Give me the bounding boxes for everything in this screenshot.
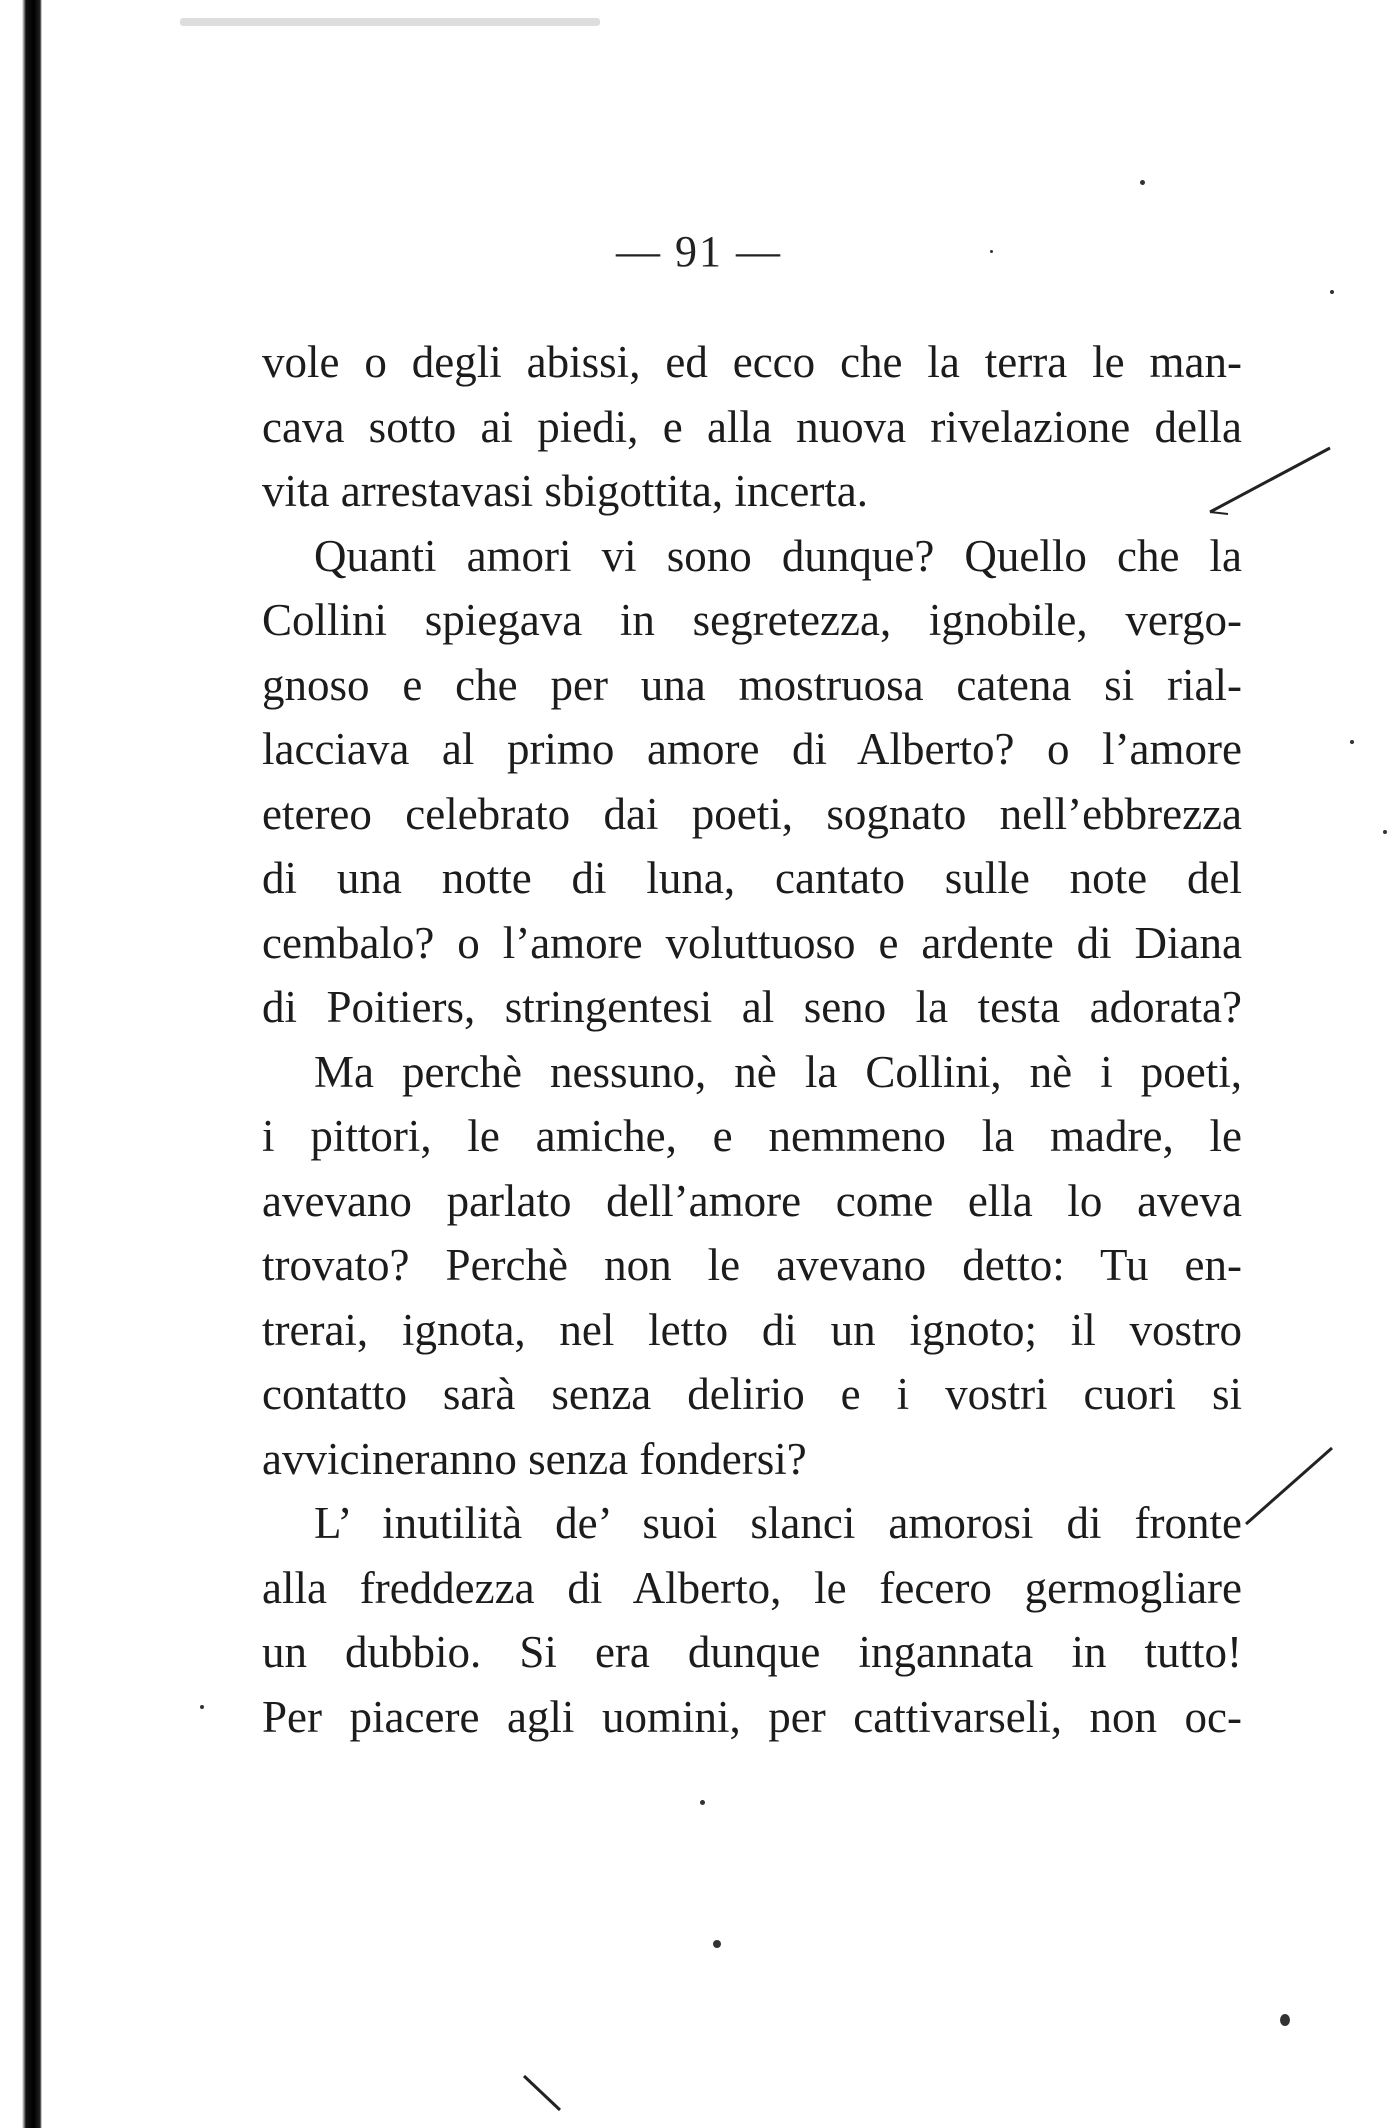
paper-speck bbox=[700, 1800, 705, 1805]
text-line: L’ inutilità de’ suoi slanci amorosi di fronte bbox=[314, 1498, 1242, 1548]
text-line: di una notte di luna, cantato sulle note del bbox=[262, 853, 1242, 903]
text-line: avevano parlato dell’amore come ella lo aveva bbox=[262, 1175, 1242, 1226]
text-line: trovato? Perchè non le avevano detto: Tu en- bbox=[262, 1240, 1242, 1290]
text-line: contatto sarà senza delirio e i vostri cuori si bbox=[262, 1369, 1242, 1419]
text-line: alla freddezza di Alberto, le fecero germogliare bbox=[262, 1562, 1242, 1613]
text-line: cava sotto ai piedi, e alla nuova rivelazione della bbox=[262, 401, 1242, 452]
paper-speck bbox=[1383, 830, 1387, 834]
text-line: vita arrestavasi sbigottita, incerta. bbox=[262, 466, 869, 516]
text-line: cembalo? o l’amore voluttuoso e ardente di Diana bbox=[262, 917, 1242, 968]
text-line: Quanti amori vi sono dunque? Quello che la bbox=[314, 530, 1242, 581]
margin-pencil-mark bbox=[1200, 440, 1340, 520]
text-line: avvicineranno senza fondersi? bbox=[262, 1433, 807, 1484]
paper-speck bbox=[200, 1705, 204, 1709]
page-number: — 91 — bbox=[616, 227, 782, 276]
margin-pencil-mark bbox=[520, 2070, 580, 2120]
text-line: trerai, ignota, nel letto di un ignoto; il vostro bbox=[262, 1304, 1242, 1355]
text-line: lacciava al primo amore di Alberto? o l’amore bbox=[262, 724, 1242, 774]
paper-speck bbox=[180, 18, 600, 26]
margin-pencil-mark bbox=[1240, 1440, 1340, 1530]
text-line: di Poitiers, stringentesi al seno la testa adorata? bbox=[262, 982, 1242, 1032]
paper-speck bbox=[713, 1940, 721, 1948]
text-line: vole o degli abissi, ed ecco che la terra le man- bbox=[262, 337, 1242, 387]
text-line: Per piacere agli uomini, per cattivarseli, non oc- bbox=[262, 1691, 1242, 1742]
text-line: gnoso e che per una mostruosa catena si rial- bbox=[262, 659, 1242, 710]
paper-speck bbox=[1140, 180, 1145, 185]
body-text bbox=[262, 330, 1242, 1749]
text-line: etereo celebrato dai poeti, sognato nell’ebbrezza bbox=[262, 788, 1242, 839]
text-line: i pittori, le amiche, e nemmeno la madre, le bbox=[262, 1111, 1242, 1161]
paper-speck bbox=[990, 250, 993, 253]
paper-speck bbox=[1350, 740, 1354, 744]
text-line: Ma perchè nessuno, nè la Collini, nè i poeti, bbox=[314, 1046, 1242, 1097]
paper-speck bbox=[1330, 290, 1334, 294]
binding-shadow bbox=[0, 0, 42, 2128]
paper-speck bbox=[1280, 2014, 1290, 2026]
text-line: Collini spiegava in segretezza, ignobile, vergo- bbox=[262, 595, 1242, 645]
text-line: un dubbio. Si era dunque ingannata in tutto! bbox=[262, 1627, 1242, 1677]
